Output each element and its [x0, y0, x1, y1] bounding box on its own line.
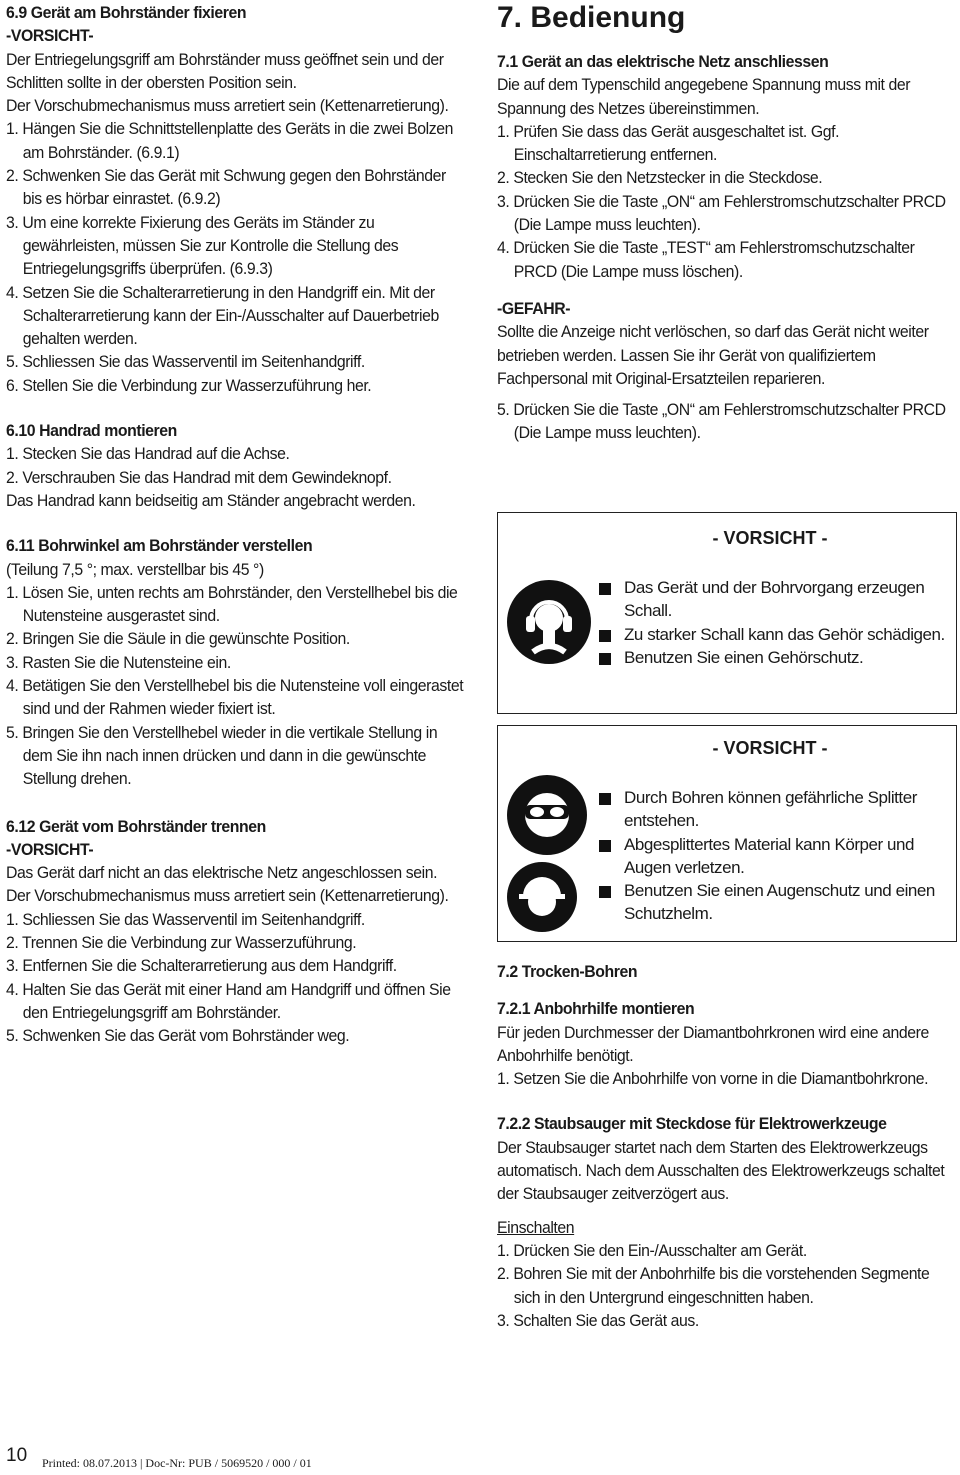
warning-list-hearing	[596, 576, 946, 669]
list-item: Das Gerät und der Bohrvorgang erzeugen Schall.	[596, 576, 946, 623]
step-item: 3. Rasten Sie die Nutensteine ein.	[6, 652, 231, 672]
section-7-2-title: 7.2 Trocken-Bohren	[497, 962, 638, 981]
step-item: 1. Schliessen Sie das Wasserventil im Seitenhandgriff.	[6, 909, 365, 929]
step-item: 2. Verschrauben Sie das Handrad mit dem Gewindeknopf.	[6, 467, 392, 487]
list-item: Benutzen Sie einen Gehörschutz.	[596, 646, 946, 669]
warning-box-label: - VORSICHT -	[712, 528, 828, 548]
step-item: 5. Schliessen Sie das Wasserventil im Seitenhandgriff.	[6, 352, 365, 372]
list-item: Abgesplittertes Material kann Körper und Augen verletzen.	[596, 833, 946, 880]
section-6-11-title: 6.11 Bohrwinkel am Bohrständer verstellen	[6, 536, 313, 556]
step-item: 4. Halten Sie das Gerät mit einer Hand am Handgriff und öffnen Sie den Entriegelungsgriff am Bohrständer.	[6, 979, 451, 1022]
paragraph: Die auf dem Typenschild angegebene Spannung muss mit der Spannung des Netzes übereinstimmen.	[497, 75, 911, 118]
paragraph: Der Vorschubmechanismus muss arretiert sein (Kettenarretierung).	[6, 886, 449, 906]
page-number: 10	[6, 1445, 28, 1466]
step-item: 4. Betätigen Sie den Verstellhebel bis die Nutensteine voll eingerastet sind und der Rahmen wieder fixiert ist.	[6, 676, 464, 719]
chapter-title: 7. Bedienung	[497, 1, 686, 34]
warning-box-label: - VORSICHT -	[712, 738, 828, 758]
ear-protection-icon	[507, 580, 591, 664]
step-item: 3. Entfernen Sie die Schalterarretierung aus dem Handgriff.	[6, 956, 397, 976]
warning-list-eye-head	[596, 786, 946, 926]
step-item: 1. Hängen Sie die Schnittstellenplatte des Geräts in die zwei Bolzen am Bohrständer. (6.9.1)	[6, 119, 454, 162]
step-item: 5. Drücken Sie die Taste „ON“ am Fehlerstromschutzschalter PRCD (Die Lampe muss leuchten).	[497, 400, 946, 443]
step-item: 3. Drücken Sie die Taste „ON“ am Fehlerstromschutzschalter PRCD (Die Lampe muss leuchten).	[497, 191, 946, 235]
step-item: 6. Stellen Sie die Verbindung zur Wasserzuführung her.	[6, 375, 372, 395]
eye-protection-icon	[507, 775, 587, 855]
paragraph: Der Vorschubmechanismus muss arretiert sein (Kettenarretierung).	[6, 96, 449, 116]
paragraph: Für jeden Durchmesser der Diamantbohrkronen wird eine andere Anbohrhilfe benötigt.	[497, 1022, 929, 1065]
step-item: 1. Setzen Sie die Anbohrhilfe von vorne in die Diamantbohrkrone.	[497, 1069, 929, 1089]
paragraph: Das Gerät darf nicht an das elektrische Netz angeschlossen sein.	[6, 863, 438, 883]
section-6-10-title: 6.10 Handrad montieren	[6, 421, 177, 441]
list-item: Benutzen Sie einen Augenschutz und einen Schutzhelm.	[596, 879, 946, 926]
right-column-lower	[497, 960, 959, 1332]
subheading-einschalten: Einschalten	[497, 1217, 575, 1237]
helmet-icon	[507, 862, 577, 932]
step-item: 1. Stecken Sie das Handrad auf die Achse.	[6, 444, 290, 464]
step-item: 4. Setzen Sie die Schalterarretierung in den Handgriff ein. Mit der Schalterarretierung kann der Ein-/Ausschalter auf Dauerbetrieb gehalten werden.	[6, 282, 439, 349]
step-item: 1. Drücken Sie den Ein-/Ausschalter am Gerät.	[497, 1240, 807, 1260]
step-item: 4. Drücken Sie die Taste „TEST“ am Fehlerstromschutzschalter PRCD (Die Lampe muss löschen).	[497, 238, 915, 281]
list-item: Zu starker Schall kann das Gehör schädigen.	[596, 623, 946, 646]
left-column	[6, 0, 468, 1047]
step-item: 3. Um eine korrekte Fixierung des Geräts im Ständer zu gewährleisten, müssen Sie zur Kontrolle die Stellung des Entriegelungsgriffs überprüfen. (6.9.3)	[6, 212, 399, 279]
step-item: 2. Schwenken Sie das Gerät mit Schwung gegen den Bohrständer bis es hörbar einrastet. (6.9.2)	[6, 166, 446, 209]
step-item: 5. Bringen Sie den Verstellhebel wieder in die vertikale Stellung in dem Sie ihn nach innen drücken und dann in die gewünschte Stellung drehen.	[6, 722, 438, 789]
section-7-1-title: 7.1 Gerät an das elektrische Netz anschliessen	[497, 52, 829, 71]
section-subtitle: (Teilung 7,5 °; max. verstellbar bis 45 °)	[6, 559, 264, 579]
section-6-9-title: 6.9 Gerät am Bohrständer fixieren	[6, 3, 247, 22]
danger-label: -GEFAHR-	[497, 298, 571, 318]
step-item: 1. Lösen Sie, unten rechts am Bohrständer, den Verstellhebel bis die Nutensteine ausgerastet sind.	[6, 582, 458, 626]
section-6-12-title: 6.12 Gerät vom Bohrständer trennen	[6, 816, 266, 836]
list-item: Durch Bohren können gefährliche Splitter entstehen.	[596, 786, 946, 833]
step-item: 2. Bohren Sie mit der Anbohrhilfe bis die vorstehenden Segmente sich in den Untergrund eingeschnitten haben.	[497, 1264, 930, 1307]
warning-label: -VORSICHT-	[6, 26, 94, 46]
print-info: Printed: 08.07.2013 | Doc-Nr: PUB / 5069520 / 000 / 01	[42, 1456, 312, 1470]
paragraph: Das Handrad kann beidseitig am Ständer angebracht werden.	[6, 490, 416, 510]
step-item: 2. Bringen Sie die Säule in die gewünschte Position.	[6, 629, 350, 649]
paragraph: Sollte die Anzeige nicht verlöschen, so darf das Gerät nicht weiter betrieben werden. Lassen Sie ihr Gerät von qualifiziertem Fachpersonal mit Original-Ersatzteilen reparieren.	[497, 322, 929, 388]
step-item: 5. Schwenken Sie das Gerät vom Bohrständer weg.	[6, 1026, 350, 1046]
section-7-2-2-title: 7.2.2 Staubsauger mit Steckdose für Elektrowerkzeuge	[497, 1114, 887, 1134]
warning-label: -VORSICHT-	[6, 839, 94, 859]
step-item: 3. Schalten Sie das Gerät aus.	[497, 1310, 699, 1330]
paragraph: Der Entriegelungsgriff am Bohrständer muss geöffnet sein und der Schlitten sollte in der obersten Position sein.	[6, 49, 444, 92]
step-item: 2. Trennen Sie die Verbindung zur Wasserzuführung.	[6, 932, 357, 952]
paragraph: Der Staubsauger startet nach dem Starten des Elektrowerkzeugs automatisch. Nach dem Ausschalten des Elektrowerkzeugs schaltet der Staubsauger zeitverzögert aus.	[497, 1137, 945, 1204]
right-column	[497, 0, 959, 445]
step-item: 2. Stecken Sie den Netzstecker in die Steckdose.	[497, 168, 823, 188]
step-item: 1. Prüfen Sie dass das Gerät ausgeschaltet ist. Ggf. Einschaltarretierung entfernen.	[497, 121, 840, 165]
section-7-2-1-title: 7.2.1 Anbohrhilfe montieren	[497, 999, 695, 1019]
